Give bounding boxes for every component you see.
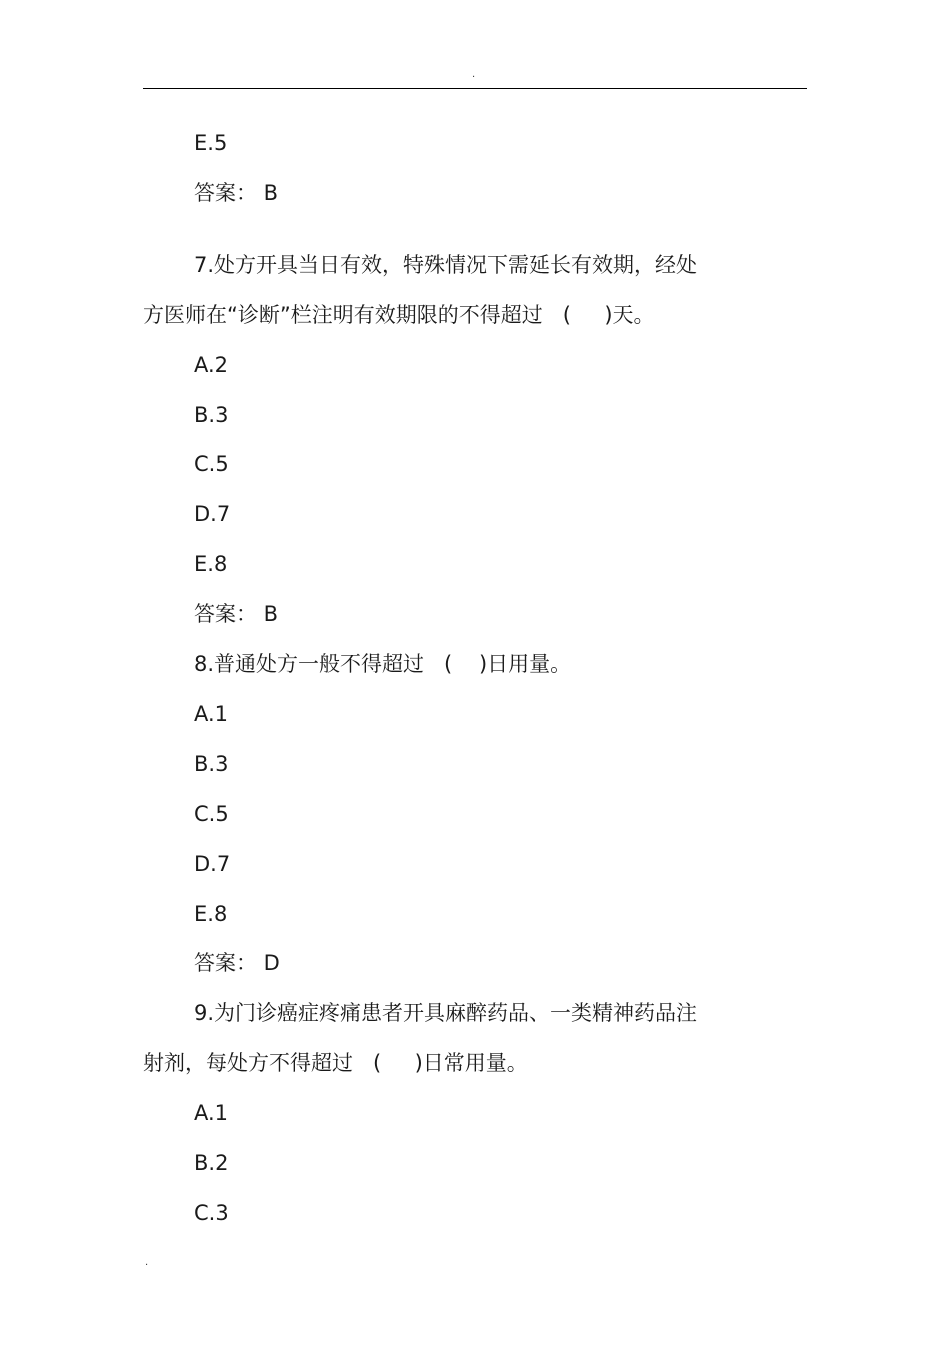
header-mark: . xyxy=(472,69,476,80)
q8-option-d: D.7 xyxy=(194,852,231,876)
q7-option-e: E.8 xyxy=(194,552,228,576)
footer-mark: . xyxy=(145,1257,149,1268)
q9-option-a: A.1 xyxy=(194,1101,229,1125)
q7-stem-line2: 方医师在“诊断”栏注明有效期限的不得超过 ( )天。 xyxy=(143,303,655,327)
q7-option-a: A.2 xyxy=(194,353,229,377)
header-rule xyxy=(143,88,807,89)
q6-answer: 答案： B xyxy=(194,181,279,205)
q8-option-e: E.8 xyxy=(194,902,228,926)
q7-option-b: B.3 xyxy=(194,403,229,427)
q9-option-b: B.2 xyxy=(194,1151,229,1175)
q7-answer: 答案： B xyxy=(194,602,279,626)
q7-stem-line1: 7.处方开具当日有效，特殊情况下需延长有效期，经处 xyxy=(194,253,698,277)
q7-option-c: C.5 xyxy=(194,452,229,476)
q9-stem-line1: 9.为门诊癌症疼痛患者开具麻醉药品、一类精神药品注 xyxy=(194,1001,698,1025)
q9-option-c: C.3 xyxy=(194,1201,229,1225)
q8-option-c: C.5 xyxy=(194,802,229,826)
q8-stem: 8.普通处方一般不得超过 ( )日用量。 xyxy=(194,652,572,676)
q7-option-d: D.7 xyxy=(194,502,231,526)
q8-option-a: A.1 xyxy=(194,702,229,726)
q6-option-e: E.5 xyxy=(194,131,228,155)
q8-option-b: B.3 xyxy=(194,752,229,776)
q9-stem-line2: 射剂，每处方不得超过 ( )日常用量。 xyxy=(143,1051,528,1075)
q8-answer: 答案： D xyxy=(194,951,280,975)
